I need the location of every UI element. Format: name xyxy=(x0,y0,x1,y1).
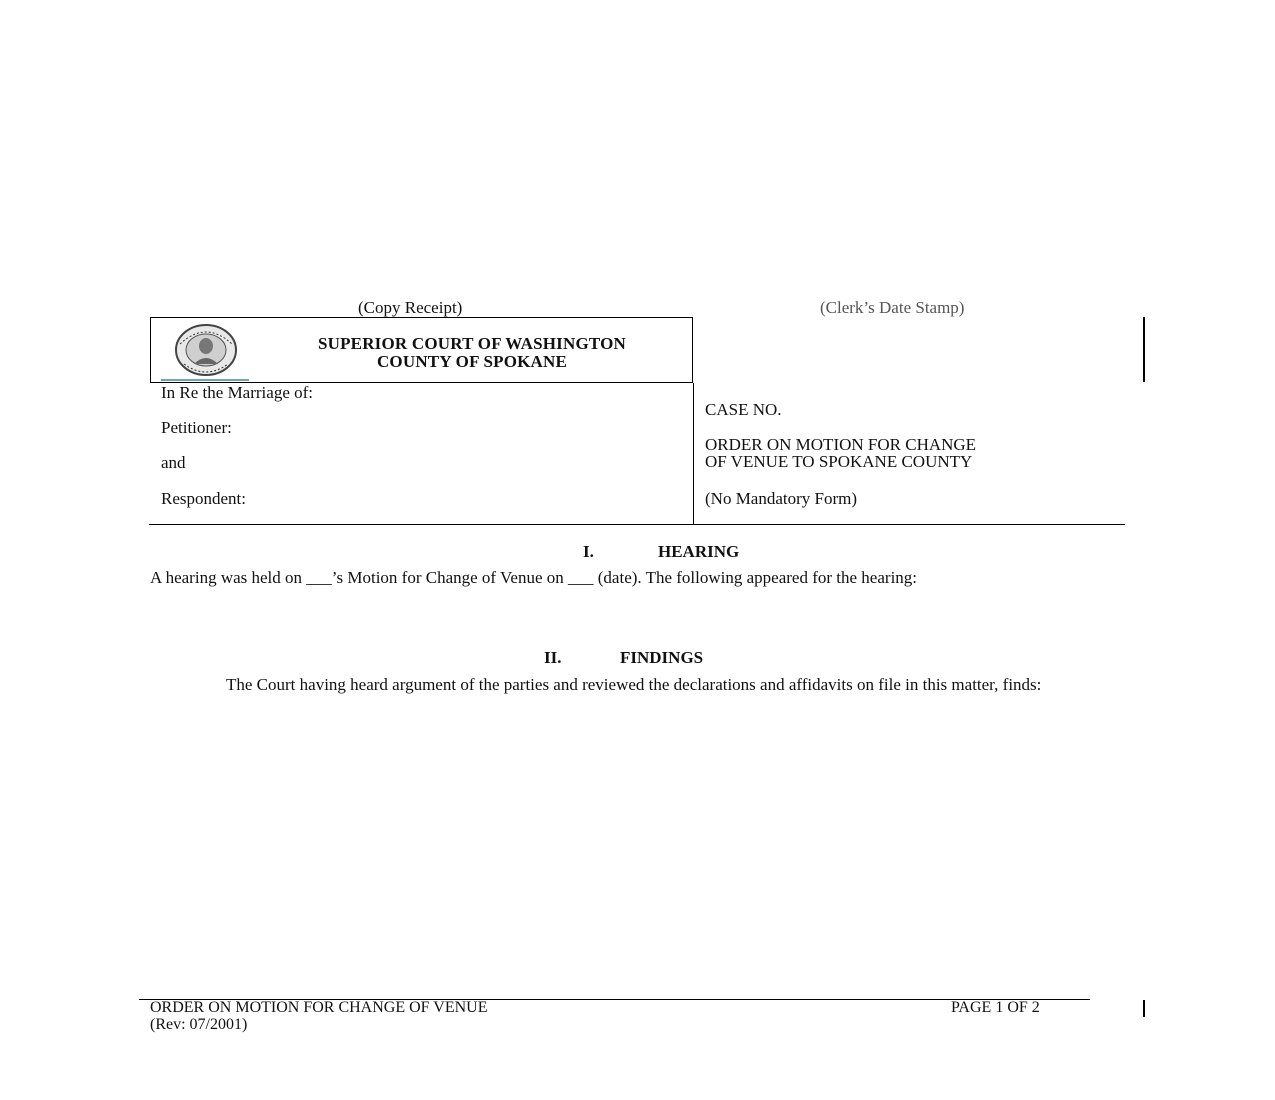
respondent-label: Respondent: xyxy=(161,489,246,508)
case-no-label: CASE NO. xyxy=(705,400,782,419)
court-title xyxy=(262,335,682,371)
section-1-heading: HEARING xyxy=(658,542,740,561)
section-1-body: A hearing was held on ___’s Motion for Change of Venue on ___ (date). The following appeared for the hearing: xyxy=(150,568,918,587)
court-seal-icon xyxy=(172,322,240,378)
revision-bar-bottom xyxy=(1143,1000,1145,1017)
order-title-line2: OF VENUE TO SPOKANE COUNTY xyxy=(705,452,973,471)
section-1-number: I. xyxy=(583,542,594,561)
form-note: (No Mandatory Form) xyxy=(705,489,858,508)
caption-bottom-rule xyxy=(149,524,1125,525)
clerk-date-stamp-label: (Clerk’s Date Stamp) xyxy=(820,298,965,317)
caption-divider xyxy=(693,383,694,525)
footer-revision: (Rev: 07/2001) xyxy=(150,1016,248,1033)
order-title-line1: ORDER ON MOTION FOR CHANGE xyxy=(705,435,977,454)
in-re-label: In Re the Marriage of: xyxy=(161,383,313,402)
revision-bar-top xyxy=(1143,317,1145,382)
section-2-number: II. xyxy=(544,648,562,667)
section-2-body: The Court having heard argument of the parties and reviewed the declarations and affidavits on file in this matter, finds: xyxy=(226,675,1042,694)
and-label: and xyxy=(161,453,186,472)
petitioner-label: Petitioner: xyxy=(161,418,232,437)
copy-receipt-label: (Copy Receipt) xyxy=(358,298,463,317)
footer-page-number: PAGE 1 OF 2 xyxy=(951,999,1040,1016)
court-title-line2: COUNTY OF SPOKANE xyxy=(376,352,568,371)
footer-title: ORDER ON MOTION FOR CHANGE OF VENUE xyxy=(150,999,488,1016)
section-2-heading: FINDINGS xyxy=(620,648,704,667)
court-title-line1: SUPERIOR COURT OF WASHINGTON xyxy=(317,334,627,353)
seal-underline xyxy=(161,379,249,381)
